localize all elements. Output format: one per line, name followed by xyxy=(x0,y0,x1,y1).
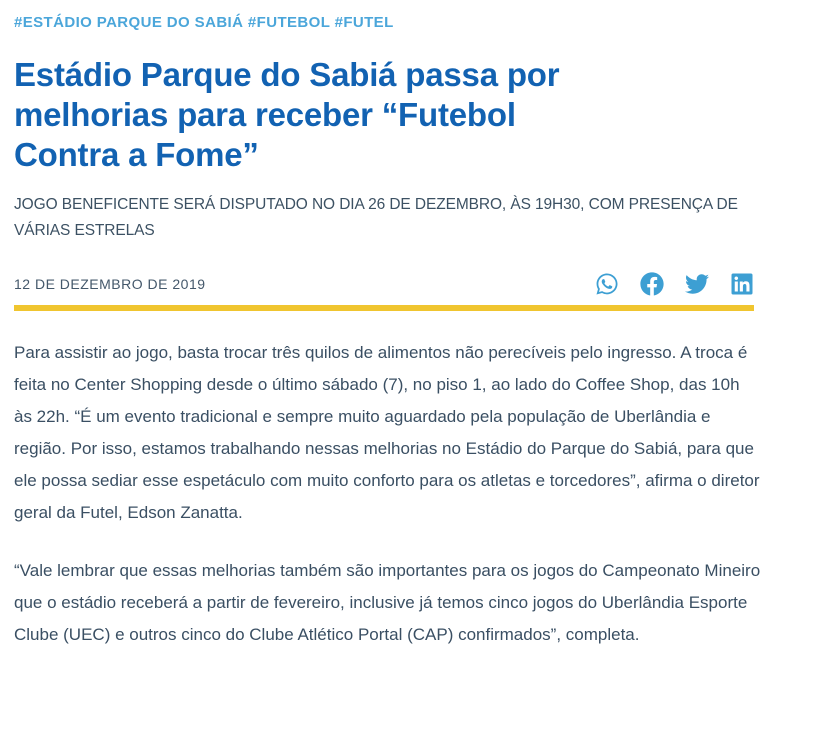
whatsapp-icon[interactable] xyxy=(595,272,619,296)
linkedin-icon[interactable] xyxy=(730,272,754,296)
meta-row xyxy=(14,272,754,296)
article-headline xyxy=(14,55,754,175)
subhead-line: VÁRIAS ESTRELAS xyxy=(14,222,155,239)
headline-line: Estádio Parque do Sabiá passa por xyxy=(14,56,560,93)
share-buttons xyxy=(595,272,754,296)
publish-date: 12 DE DEZEMBRO DE 2019 xyxy=(14,276,206,292)
article-paragraph: “Vale lembrar que essas melhorias também são importantes para os jogos do Campeonato Mineiro que o estádio receberá a partir de fevereiro, inclusive já temos cinco jogos do Uberlândia Esporte Clube (UEC) e outros cinco do Clube Atlético Portal (CAP) confirmados”, completa. xyxy=(14,561,761,644)
twitter-icon[interactable] xyxy=(685,272,709,296)
article-tags[interactable]: #ESTÁDIO PARQUE DO SABIÁ #FUTEBOL #FUTEL xyxy=(14,14,394,31)
subhead-line: JOGO BENEFICENTE SERÁ DISPUTADO NO DIA 26 DE DEZEMBRO, ÀS 19H30, COM PRESENÇA DE xyxy=(14,196,738,213)
article-paragraph: Para assistir ao jogo, basta trocar três quilos de alimentos não perecíveis pelo ingresso. A troca é feita no Center Shopping desde o último sábado (7), no piso 1, ao lado do Coffee Shop, das 10h às 22h. “É um evento tradicional e sempre muito aguardado pela população de Uberlândia e região. Por isso, estamos trabalhando nessas melhorias no Estádio do Parque do Sabiá, para que ele possa sediar esse espetáculo com muito conforto para os atletas e torcedores”, afirma o diretor geral da Futel, Edson Zanatta. xyxy=(14,343,760,522)
facebook-icon[interactable] xyxy=(640,272,664,296)
yellow-divider xyxy=(14,305,754,311)
article-subhead xyxy=(14,192,762,244)
headline-line: Contra a Fome” xyxy=(14,136,259,173)
headline-line: melhorias para receber “Futebol xyxy=(14,96,516,133)
